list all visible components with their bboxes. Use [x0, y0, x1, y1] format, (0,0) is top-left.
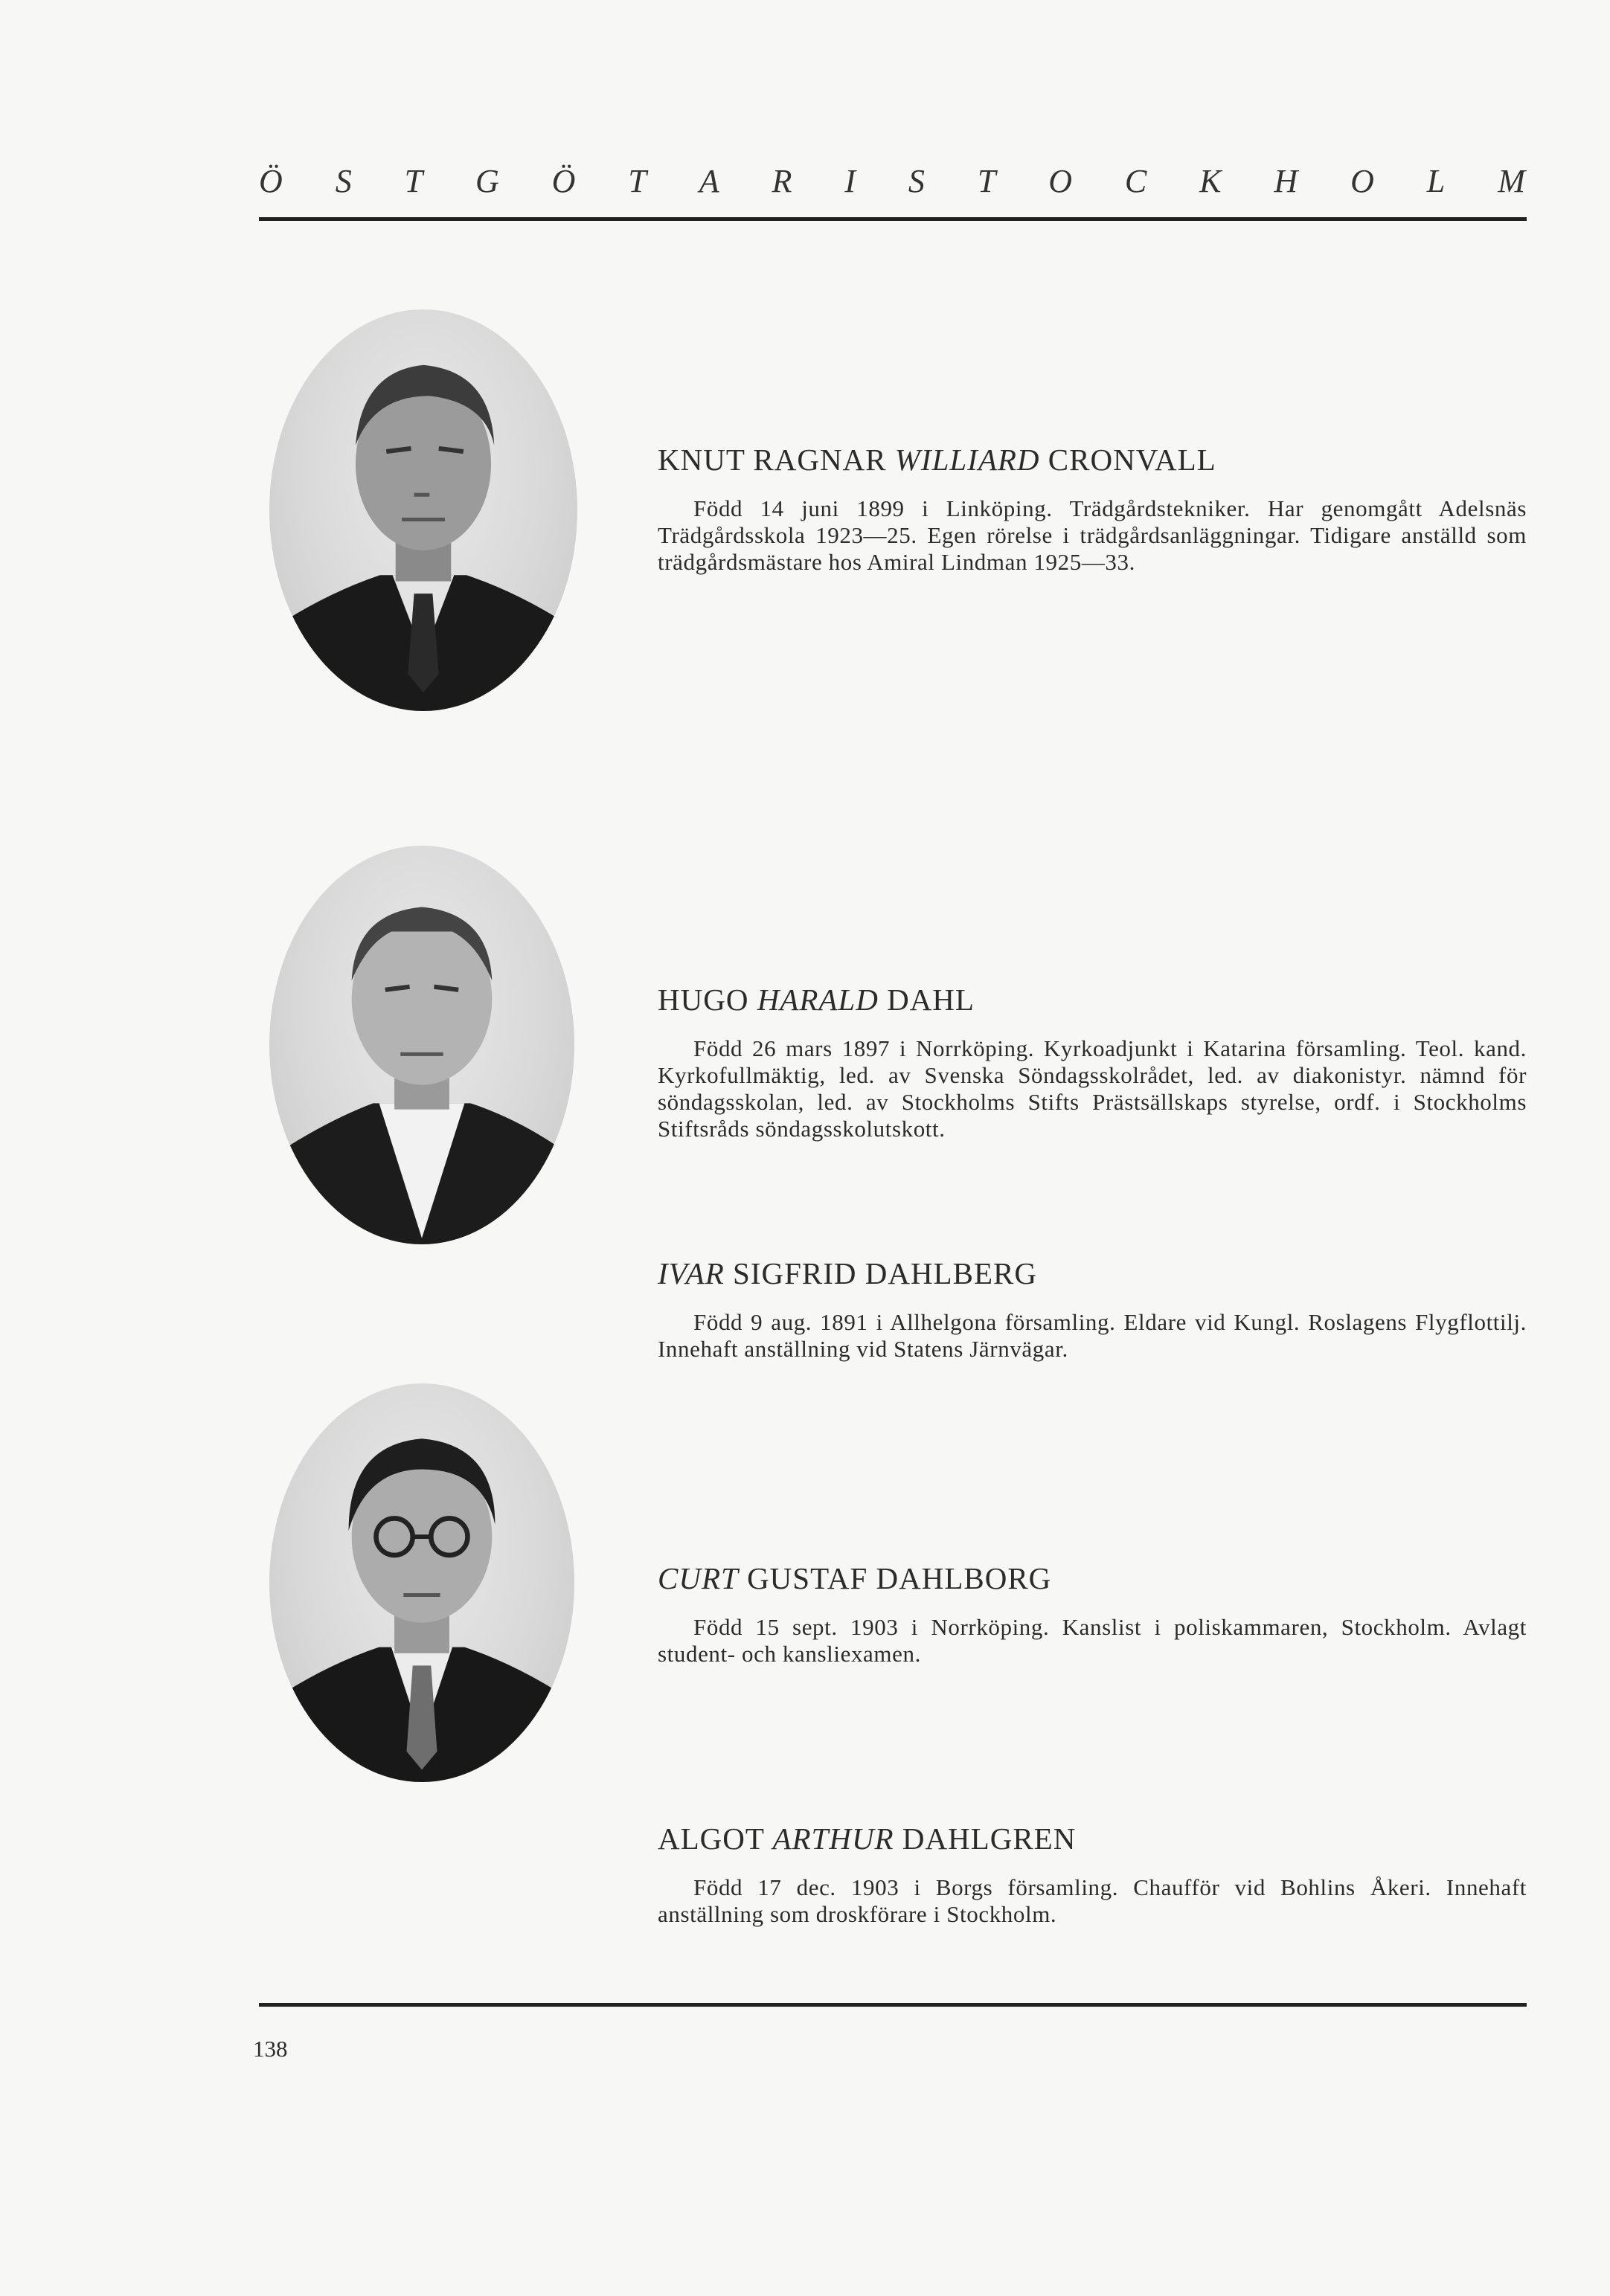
- entry-bio: Född 26 mars 1897 i Norrköping. Kyrkoadjunkt i Katarina församling. Teol. kand. Kyrkofullmäktig, led. av Svenska Söndagsskolrådet, led. av diakonistyr. nämnd för söndagsskolan, led. av Stockholms Stifts Prästsällskaps styrelse, ordf. i Stockholms Stiftsråds söndagsskolutskott.: [658, 1035, 1527, 1142]
- name-part: KNUT RAGNAR: [658, 443, 895, 477]
- running-head-letter: T: [628, 163, 648, 199]
- name-part: SIGFRID DAHLBERG: [724, 1256, 1037, 1290]
- name-italic: HARALD: [757, 983, 879, 1017]
- entry-dahl: [658, 980, 1527, 1142]
- running-head-letter: A: [699, 163, 721, 199]
- running-head-letter: O: [1350, 163, 1376, 199]
- entry-dahlborg: [658, 1559, 1527, 1668]
- name-italic: ARTHUR: [772, 1821, 894, 1856]
- running-head-letter: M: [1498, 163, 1527, 199]
- name-italic: CURT: [658, 1561, 739, 1595]
- entry-name: [658, 1254, 1527, 1293]
- running-head-letter: Ö: [259, 163, 284, 199]
- name-part: DAHL: [878, 983, 975, 1017]
- entry-bio: Född 14 juni 1899 i Linköping. Trädgårdstekniker. Har genomgått Adelsnäs Trädgårdsskola 1923—25. Egen rörelse i trädgårdsanläggningar. Tidigare anställd som trädgårdsmästare hos Amiral Lindman 1925—33.: [658, 495, 1527, 575]
- entry-dahlgren: [658, 1819, 1527, 1928]
- running-head-letter: S: [908, 163, 926, 199]
- running-head-letter: T: [977, 163, 998, 199]
- name-part: DAHLGREN: [894, 1821, 1077, 1856]
- running-head-letter: Ö: [551, 163, 577, 199]
- bottom-rule: [259, 2003, 1527, 2007]
- portrait-dahlborg: [269, 1383, 574, 1782]
- name-part: CRONVALL: [1039, 443, 1216, 477]
- running-head-letter: H: [1274, 163, 1300, 199]
- entry-dahlberg: [658, 1254, 1527, 1363]
- running-head: [259, 162, 1527, 200]
- running-head-letter: G: [475, 163, 501, 199]
- portrait-dahl: [269, 846, 574, 1244]
- running-head-letter: T: [404, 163, 425, 199]
- entry-bio: Född 17 dec. 1903 i Borgs församling. Chaufför vid Bohlins Åkeri. Innehaft anställning som droskförare i Stockholm.: [658, 1874, 1527, 1927]
- top-rule: [259, 217, 1527, 221]
- entry-cronvall: [658, 440, 1527, 576]
- running-head-letter: I: [844, 163, 857, 199]
- page-number: 138: [253, 2036, 288, 2062]
- running-head-letter: S: [335, 163, 353, 199]
- running-head-letter: L: [1426, 163, 1447, 199]
- name-italic: WILLIARD: [894, 443, 1040, 477]
- entry-name: [658, 440, 1527, 479]
- portrait-cronvall: [269, 309, 577, 711]
- name-part: ALGOT: [658, 1821, 773, 1856]
- running-head-letter: K: [1199, 163, 1223, 199]
- running-head-letter: R: [772, 163, 794, 199]
- running-head-letter: O: [1048, 163, 1074, 199]
- name-part: GUSTAF DAHLBORG: [738, 1561, 1052, 1595]
- entry-name: [658, 1819, 1527, 1858]
- entry-name: [658, 1559, 1527, 1598]
- name-italic: IVAR: [658, 1256, 725, 1290]
- entry-name: [658, 980, 1527, 1019]
- entry-bio: Född 9 aug. 1891 i Allhelgona församling. Eldare vid Kungl. Roslagens Flygflottilj. Innehaft anställning vid Statens Järnvägar.: [658, 1309, 1527, 1362]
- running-head-letter: C: [1124, 163, 1149, 199]
- name-part: HUGO: [658, 983, 757, 1017]
- entry-bio: Född 15 sept. 1903 i Norrköping. Kanslist i poliskammaren, Stockholm. Avlagt student- och kansliexamen.: [658, 1614, 1527, 1667]
